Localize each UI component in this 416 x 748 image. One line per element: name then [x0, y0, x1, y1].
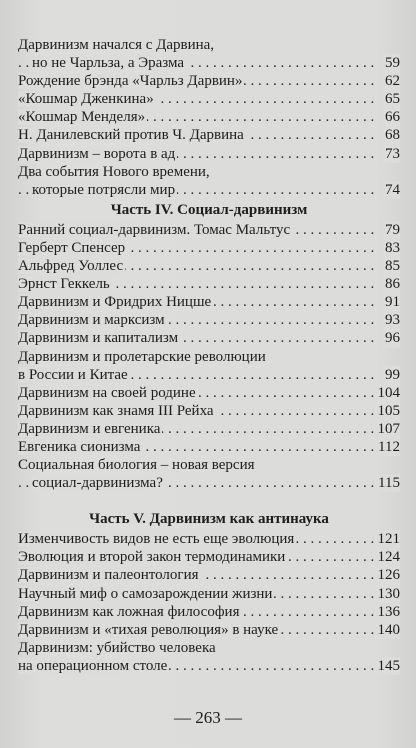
toc-entry: [18, 181, 400, 199]
toc-entry: [18, 603, 400, 621]
toc-entry: [18, 293, 400, 311]
toc-entry-title: Дарвинизм и палеонтология: [18, 567, 199, 584]
toc-entry-title: Дарвинизм как знамя III Рейха: [18, 402, 214, 419]
toc-entry: [18, 221, 400, 239]
toc-entry-page: 105: [377, 402, 400, 419]
toc-entry: [18, 311, 400, 329]
toc-entry-title: Альфред Уоллес: [18, 258, 124, 275]
toc-entry: [18, 474, 400, 492]
toc-entry-title: Социальная биология – новая версия: [18, 457, 255, 474]
toc-entry-page: 91: [385, 294, 400, 311]
toc-section-part4: [18, 221, 400, 492]
toc-entry: [18, 639, 400, 657]
toc-entry-title: Н. Данилевский против Ч. Дарвина: [18, 127, 244, 144]
toc-section-part3-tail: [18, 36, 400, 199]
toc-entry-page: 65: [385, 91, 400, 108]
toc-entry: [18, 257, 400, 275]
toc-entry-title: Герберт Спенсер: [18, 239, 126, 256]
toc-entry-page: 86: [385, 276, 400, 293]
toc-entry: [18, 348, 400, 366]
toc-entry-page: 115: [378, 475, 400, 492]
toc-entry-page: 140: [377, 621, 400, 638]
toc-entry: [18, 275, 400, 293]
part-4-heading: Часть IV. Социал-дарвинизм: [110, 201, 308, 218]
table-of-contents: [18, 36, 400, 675]
toc-entry-title: Научный миф о самозарождении жизни: [18, 585, 273, 602]
toc-entry: [18, 36, 400, 54]
toc-entry-page: 74: [385, 181, 400, 198]
toc-entry: [18, 145, 400, 163]
toc-entry-page: 68: [385, 127, 400, 144]
toc-entry: [18, 438, 400, 456]
toc-entry-title: Дарвинизм: убийство человека: [18, 639, 216, 656]
toc-entry: [18, 366, 400, 384]
toc-entry-title: Эрнст Геккель: [18, 276, 110, 293]
toc-entry-title: Дарвинизм и «тихая революция» в науке: [18, 621, 279, 638]
toc-entry-title: Изменчивость видов не есть еще эволюция: [18, 531, 295, 548]
toc-entry-title: Дарвинизм на своей родине: [18, 384, 196, 401]
toc-entry-page: 93: [385, 312, 400, 329]
toc-entry-title: Ранний социал-дарвинизм. Томас Мальтус: [18, 221, 291, 238]
toc-entry-title: Дарвинизм – ворота в ад: [18, 145, 176, 162]
toc-entry-title: Эволюция и второй закон термодинамики: [18, 549, 286, 566]
toc-entry-page: 85: [385, 258, 400, 275]
toc-entry-page: 121: [377, 531, 400, 548]
toc-entry-page: 145: [377, 657, 400, 674]
toc-entry-title: Два события Нового времени,: [18, 163, 210, 180]
toc-entry: [18, 548, 400, 566]
toc-entry-page: 59: [385, 55, 400, 72]
toc-entry-page: 73: [385, 145, 400, 162]
toc-entry: [18, 108, 400, 126]
toc-entry: [18, 163, 400, 181]
toc-entry: [18, 329, 400, 347]
toc-entry-page: 66: [385, 109, 400, 126]
toc-entry-page: 107: [377, 420, 400, 437]
toc-entry-page: 96: [385, 330, 400, 347]
toc-entry-title: «Кошмар Менделя»: [18, 109, 146, 126]
toc-entry: [18, 566, 400, 584]
part-5-heading: Часть V. Дарвинизм как антинаука: [89, 511, 329, 528]
toc-entry-title: Дарвинизм начался с Дарвина,: [18, 37, 215, 53]
toc-section-part5: [18, 530, 400, 675]
toc-entry-page: 112: [378, 438, 400, 455]
toc-entry: [18, 402, 400, 420]
toc-entry: [18, 239, 400, 257]
toc-entry-page: 99: [385, 366, 400, 383]
toc-entry-title: в России и Китае: [18, 366, 128, 383]
toc-entry: [18, 621, 400, 639]
toc-entry: [18, 530, 400, 548]
toc-entry-title: Дарвинизм и марксизм: [18, 312, 165, 329]
toc-entry-page: 83: [385, 239, 400, 256]
toc-entry: [18, 72, 400, 90]
toc-entry: [18, 420, 400, 438]
section-gap: [18, 492, 400, 508]
toc-entry-page: 136: [377, 603, 400, 620]
toc-entry-title: Дарвинизм как ложная философия: [18, 603, 240, 620]
toc-entry-title: но не Чарльза, а Эразма: [32, 55, 185, 72]
toc-entry: [18, 126, 400, 144]
toc-entry-title: Рождение брэнда «Чарльз Дарвин»: [18, 73, 243, 90]
toc-entry: [18, 456, 400, 474]
toc-entry-title: Дарвинизм и Фридрих Ницше: [18, 294, 212, 311]
toc-entry-page: 130: [377, 585, 400, 602]
toc-entry-page: 79: [385, 221, 400, 238]
toc-entry-page: 124: [377, 549, 400, 566]
toc-entry-title: Дарвинизм и капитализм: [18, 330, 179, 347]
page-number: — 263 —: [174, 708, 242, 727]
toc-entry: [18, 54, 400, 72]
toc-entry-title: Дарвинизм и пролетарские революции: [18, 348, 266, 365]
toc-entry: [18, 90, 400, 108]
toc-entry-title: которые потрясли мир: [32, 181, 176, 198]
toc-entry-page: 126: [377, 567, 400, 584]
toc-entry-title: Евгеника сионизма: [18, 438, 141, 455]
toc-entry-title: социал-дарвинизма?: [32, 475, 163, 492]
toc-entry-title: «Кошмар Дженкина»: [18, 91, 154, 108]
toc-entry-title: Дарвинизм и евгеника: [18, 420, 161, 437]
toc-entry: [18, 585, 400, 603]
toc-entry-page: 62: [385, 73, 400, 90]
toc-entry-title: на операционном столе: [18, 657, 168, 674]
toc-entry: [18, 384, 400, 402]
toc-entry: [18, 657, 400, 675]
toc-entry-page: 104: [377, 384, 400, 401]
